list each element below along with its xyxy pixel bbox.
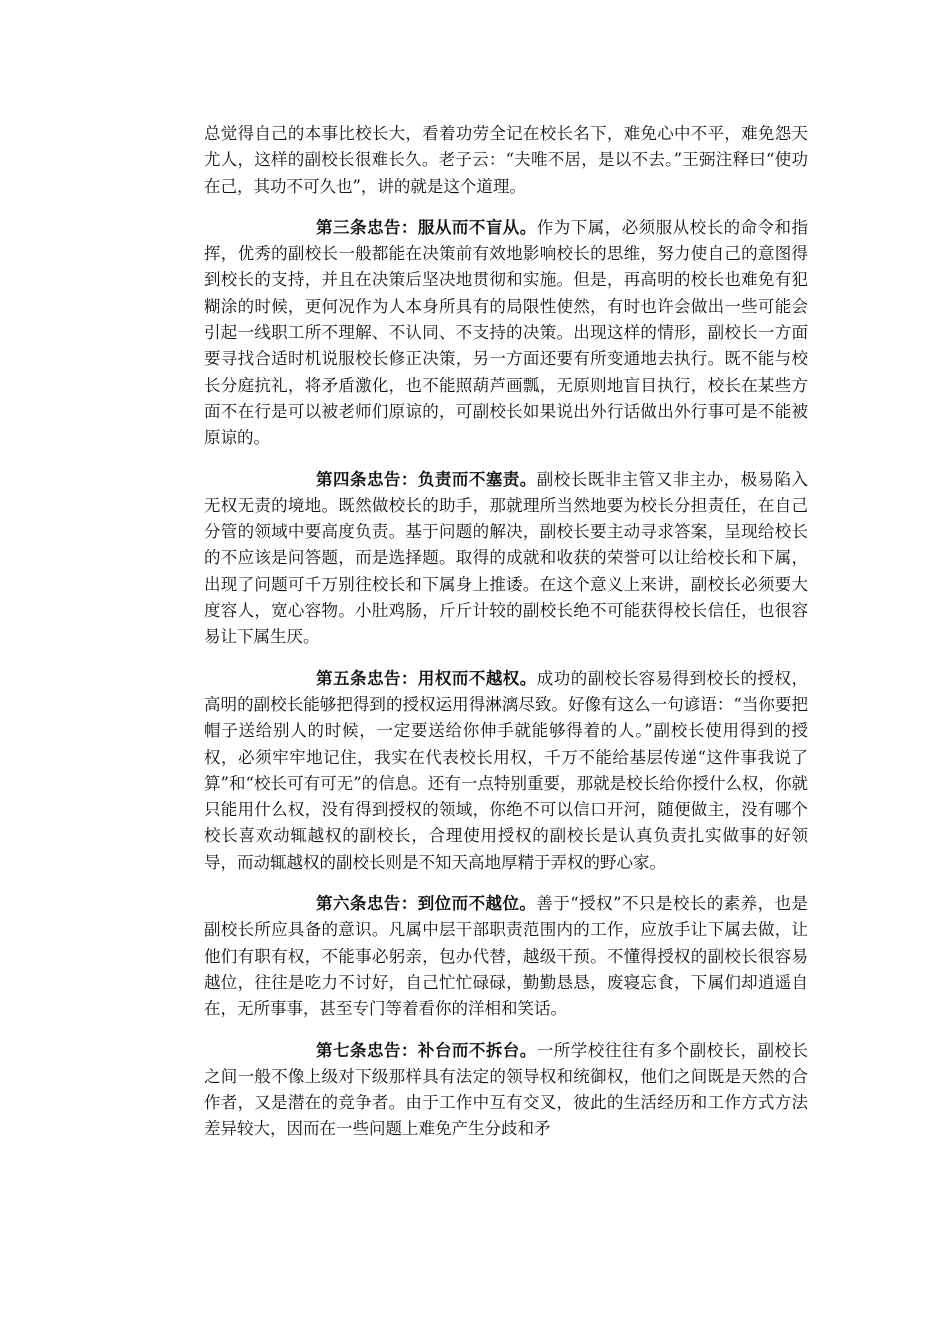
paragraph-text: 作为下属，必须服从校长的命令和指挥，优秀的副校长一般都能在决策前有效地影响校长的思维，努力使自己的意图得到校长的支持，并且在决策后坚决地贯彻和实施。但是，再高明的校长也难免有犯糊涂的时候，更何况作为人本身所具有的局限性使然，有时也许会做出一些可能会引起一线职工所不理解、不认同、不支持的决策。出现这样的情形，副校长一方面要寻找合适时机说服校长修正决策，另一方面还要有所变通地去执行。既不能与校长分庭抗礼，将矛盾激化，也不能照葫芦画瓢，无原则地盲目执行，校长在某些方面不在行是可以被老师们原谅的，可副校长如果说出外行话做出外行事可是不能被原谅的。	[204, 217, 809, 448]
paragraph-advice-4	[204, 467, 808, 651]
advice-heading: 第六条忠告：到位而不越位。	[316, 894, 537, 914]
paragraph-continuation	[204, 121, 808, 200]
paragraph-text: 一所学校往往有多个副校长，副校长之间一般不像上级对下级那样具有法定的领导权和统御权，他们之间既是天然的合作者，又是潜在的竞争者。由于工作中互有交叉，彼此的生活经历和工作方式方法差异较大，因而在一些问题上难免产生分歧和矛	[204, 1040, 809, 1139]
paragraph-text: 副校长既非主管又非主办，极易陷入无权无责的境地。既然做校长的助手，那就理所当然地要为校长分担责任，在自己分管的领域中要高度负责。基于问题的解决，副校长要主动寻求答案，呈现给校长的不应该是问答题，而是选择题。取得的成就和收获的荣誉可以让给校长和下属，出现了问题可千万别往校长和下属身上推诿。在这个意义上来讲，副校长必须要大度容人，宽心容物。小肚鸡肠，斤斤计较的副校长绝不可能获得校长信任，也很容易让下属生厌。	[204, 469, 809, 647]
advice-heading: 第三条忠告：服从而不盲从。	[316, 217, 537, 237]
advice-heading: 第四条忠告：负责而不塞责。	[316, 469, 537, 489]
paragraph-text: 成功的副校长容易得到校长的授权，高明的副校长能够把得到的授权运用得淋漓尽致。好像有这么一句谚语：“当你要把帽子送给别人的时候，一定要送给你伸手就能够得着的人。”副校长使用得到的授权，必须牢牢地记住，我实在代表校长用权，千万不能给基层传递“这件事我说了算”和“校长可有可无”的信息。还有一点特别重要，那就是校长给你授什么权，你就只能用什么权，没有得到授权的领域，你绝不可以信口开河，随便做主，没有哪个校长喜欢动辄越权的副校长，合理使用授权的副校长是认真负责扎实做事的好领导，而动辄越权的副校长则是不知天高地厚精于弄权的野心家。	[204, 668, 809, 872]
paragraph-advice-5	[204, 666, 808, 876]
advice-heading: 第七条忠告：补台而不拆台。	[316, 1040, 537, 1060]
paragraph-advice-6	[204, 891, 808, 1022]
advice-heading: 第五条忠告：用权而不越权。	[316, 668, 537, 688]
paragraph-text: 善于“授权”不只是校长的素养，也是副校长所应具备的意识。凡属中层干部职责范围内的工作，应放手让下属去做，让他们有职有权，不能事必躬亲，包办代替，越级干预。不懂得授权的副校长很容易越位，往往是吃力不讨好，自己忙忙碌碌，勤勤恳恳，废寝忘食，下属们却逍遥自在，无所事事，甚至专门等着看你的洋相和笑话。	[204, 894, 809, 1019]
paragraph-advice-3	[204, 215, 808, 452]
document-page	[204, 121, 808, 1143]
paragraph-text: 总觉得自己的本事比校长大，看着功劳全记在校长名下，难免心中不平，难免怨天尤人，这样的副校长很难长久。老子云：“夫唯不居，是以不去。”王弼注释曰“使功在己，其功不可久也”，讲的就是这个道理。	[204, 124, 808, 196]
paragraph-advice-7	[204, 1038, 808, 1143]
